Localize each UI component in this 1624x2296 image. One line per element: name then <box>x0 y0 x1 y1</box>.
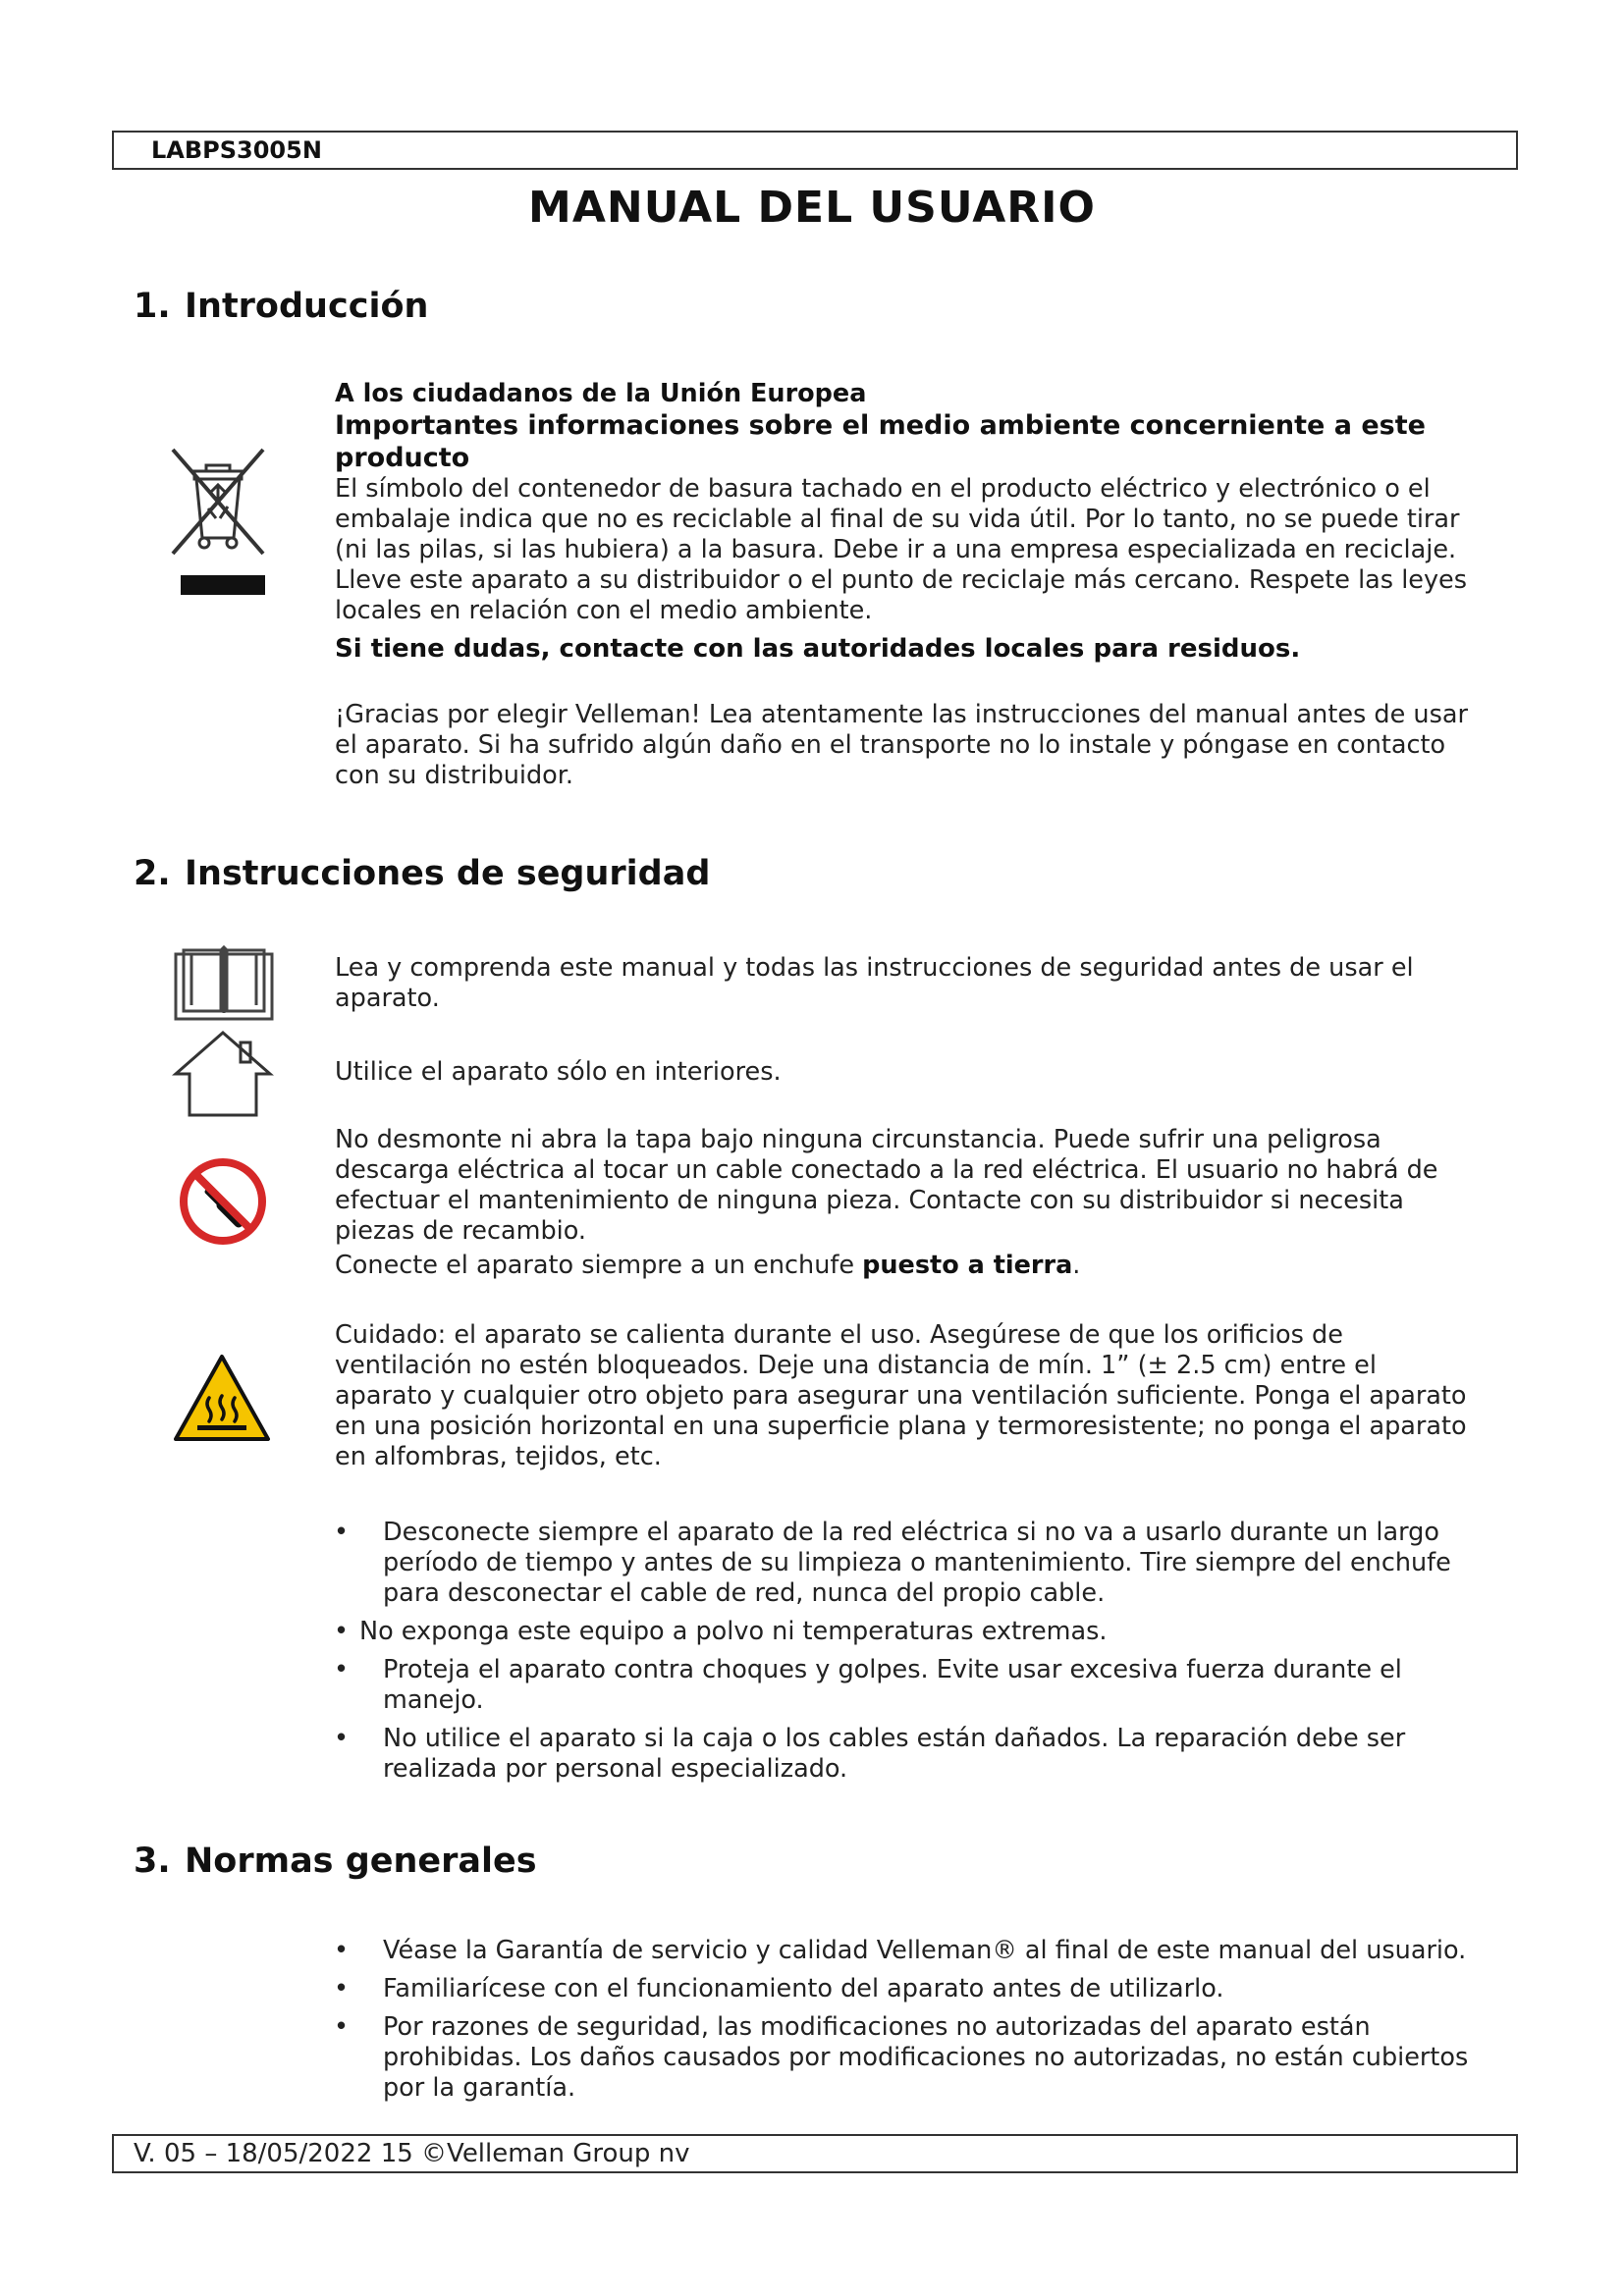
earth-paragraph <box>335 1251 1474 1281</box>
no-open-paragraph: No desmonte ni abra la tapa bajo ninguna circunstancia. Puede sufrir una peligrosa descarga eléctrica al tocar un cable conectado a la red eléctrica. El usuario no habrá de efectuar el mantenimiento de ninguna pieza. Contacte con su distribuidor si necesita piezas de recambio. <box>335 1125 1438 1246</box>
list-item <box>334 1518 1492 1609</box>
section-number: 1. <box>134 287 171 326</box>
hot-text: Cuidado: el aparato se calienta durante el uso. Asegúrese de que los orificios de ventilación no estén bloqueados. Deje una distancia de mín. 1” (± 2.5 cm) entre el aparato y cualquier otro objeto para asegurar una ventilación suficiente. Ponga el aparato en una posición horizontal en una superficie plana y termoresistente; no ponga el aparato en alfombras, tejidos, etc. <box>335 1320 1467 1471</box>
intro-text <box>335 379 1474 791</box>
doubts-text: Si tiene dudas, contacte con las autoridades locales para residuos. <box>335 634 1301 664</box>
no-open-text <box>335 1125 1474 1281</box>
bullet-text: Por razones de seguridad, las modificaciones no autorizadas del aparato están prohibidas. Los daños causados por modificaciones no autorizadas, no están cubiertos por la garantía. <box>383 2012 1469 2103</box>
header-model: LABPS3005N <box>112 131 1518 170</box>
bullet-text: No utilice el aparato si la caja o los cables están dañados. La reparación debe ser realizada por personal especializado. <box>383 1724 1406 1784</box>
hot-surface-warning-icon <box>172 1353 272 1443</box>
section-number: 2. <box>134 854 171 893</box>
footer-version: V. 05 – 18/05/2022 15 ©Velleman Group nv <box>112 2134 1518 2173</box>
section-title: Instrucciones de seguridad <box>185 854 711 893</box>
list-item <box>334 1617 1492 1647</box>
env-heading: Importantes informaciones sobre el medio ambiente concerniente a este producto <box>335 410 1426 473</box>
bullet-text: Proteja el aparato contra choques y golpes. Evite usar excesiva fuerza durante el manejo. <box>383 1655 1402 1715</box>
eu-heading: A los ciudadanos de la Unión Europea <box>335 379 867 408</box>
weee-crossed-bin-icon <box>167 444 269 601</box>
bullet-text: Desconecte siempre el aparato de la red eléctrica si no va a usarlo durante un largo período de tiempo y antes de su limpieza o mantenimiento. Tire siempre del enchufe para desconectar el cable de red, nunca del propio cable. <box>383 1518 1451 1608</box>
bullet-dot: • <box>334 1655 350 1684</box>
bullet-dot: • <box>334 1974 350 2003</box>
bullet-dot: • <box>334 1518 350 1547</box>
list-item <box>334 2012 1492 2104</box>
bullet-dot: • <box>334 1617 350 1646</box>
section-title: Normas generales <box>185 1842 537 1881</box>
earth-bold: puesto a tierra <box>862 1251 1073 1280</box>
earth-suffix: . <box>1072 1251 1081 1280</box>
read-manual-book-icon <box>174 944 274 1023</box>
bullet-dot: • <box>334 2012 350 2042</box>
no-disassembly-icon <box>178 1156 268 1247</box>
section-heading-normas <box>134 1842 537 1881</box>
bullet-dot: • <box>334 1724 350 1753</box>
section-number: 3. <box>134 1842 171 1881</box>
indoor-house-icon <box>172 1029 274 1119</box>
bullet-dot: • <box>334 1936 350 1965</box>
general-bullet-list <box>334 1936 1492 2111</box>
bullet-text: Familiarícese con el funcionamiento del aparato antes de utilizarlo. <box>383 1974 1224 2003</box>
list-item <box>334 1936 1492 1966</box>
safety-bullet-list <box>334 1518 1492 1792</box>
bullet-text: No exponga este equipo a polvo ni temperaturas extremas. <box>359 1617 1108 1646</box>
section-title: Introducción <box>185 287 429 326</box>
section-heading-seguridad <box>134 854 710 893</box>
list-item <box>334 1974 1492 2004</box>
list-item <box>334 1655 1492 1716</box>
bullet-text: Véase la Garantía de servicio y calidad Velleman® al final de este manual del usuario. <box>383 1936 1467 1965</box>
list-item <box>334 1724 1492 1785</box>
indoor-text: Utilice el aparato sólo en interiores. <box>335 1057 782 1087</box>
page-title: MANUAL DEL USUARIO <box>528 183 1096 233</box>
thanks-text: ¡Gracias por elegir Velleman! Lea atentamente las instrucciones del manual antes de usar el aparato. Si ha sufrido algún daño en el transporte no lo instale y póngase en contacto con su distribuidor. <box>335 700 1468 790</box>
env-text: El símbolo del contenedor de basura tachado en el producto eléctrico y electrónico o el embalaje indica que no es reciclable al final de su vida útil. Por lo tanto, no se puede tirar (ni las pilas, si las hubiera) a la basura. Debe ir a una empresa especializada en reciclaje. Lleve este aparato a su distribuidor o el punto de reciclaje más cercano. Respete las leyes locales en relación con el medio ambiente. <box>335 474 1468 625</box>
section-heading-introduccion <box>134 287 428 326</box>
earth-prefix: Conecte el aparato siempre a un enchufe <box>335 1251 863 1280</box>
read-manual-text: Lea y comprenda este manual y todas las instrucciones de seguridad antes de usar el aparato. <box>335 953 1414 1013</box>
